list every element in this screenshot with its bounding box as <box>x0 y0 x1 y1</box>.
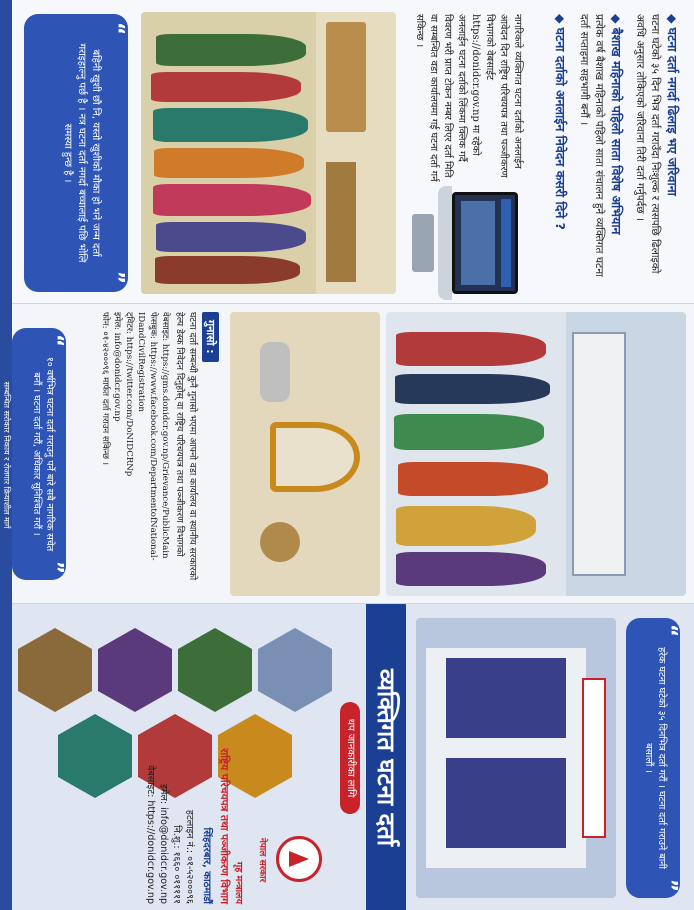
page-title: व्यक्तिगत घटना दर्ता <box>372 668 400 847</box>
quote-bubble-middle: “ १० वर्षभित्र घटना दर्ता गराउनु पर्ने बारे सबै नागरिक सचेत बनौं । घटना दर्ता गरौं, अधिकार सुनिश्चित गरौं । ” <box>12 328 66 580</box>
section-title-late-fee: ◆घटना दर्ता नगर्दा ढिलाइ भए जरिवाना <box>665 14 680 196</box>
laptop-illustration <box>408 192 518 294</box>
panel-left <box>0 0 694 303</box>
address-label: सिंहदरबार, काठमाडौं <box>201 827 212 904</box>
quote-bubble-left: “ बहिनी खुशी छौ नि, यस्तो खुशीको मौका हो भने जन्म दर्ता गराइहाल्नु पर्छ है । नत्र घटना दर्ता नगर्दा बच्चालाई पछि भोलि समस्या हुन्छ है । ” <box>24 14 128 292</box>
issuer-block <box>257 814 270 906</box>
quote-open-icon: “ <box>105 22 129 36</box>
issuer-details <box>145 614 246 904</box>
contact-line-facebook[interactable]: फेसबुक: https://www.facebook.com/DepartmentofNational-IDandCivilRegistration <box>136 312 158 561</box>
dept-label: राष्ट्रिय परिचयपत्र तथा पञ्जीकरण विभाग <box>218 748 230 904</box>
contact-line-website[interactable]: वेबसाइट: https://gms.donidcr.gov.np/Grievance/PublicMain <box>160 312 170 559</box>
ministry-label: गृह मन्त्रालय <box>233 861 244 904</box>
section-title-campaign: ◆बैशाख महिनाको पहिलो साता विशेष अभियान <box>609 14 624 235</box>
memorial-illustration <box>230 312 380 596</box>
quote-close-icon: ” <box>105 270 129 284</box>
email-label[interactable]: इमेल: info@donidcr.gov.np <box>158 784 169 904</box>
subtitle-text: थप जानकारीका लागि <box>345 718 356 798</box>
section-body-campaign: प्रत्येक वर्ष बैशाख महिनाको पहिलो साता संचालन हुने व्यक्तिगत घटना दर्ता सप्ताहमा सहभागी बनौं । <box>578 14 605 277</box>
office-queue-illustration <box>141 12 396 294</box>
website-label[interactable]: वेबसाइट: https://donidcr.gov.np <box>145 765 156 904</box>
contact-line-phone: फोन: ०१-४२०००९६ मार्फत दर्ता गराउन सकिन्छ । <box>100 312 110 466</box>
hotline-label: हटलाइन नं.: ०१-५२०००९६ <box>184 809 195 904</box>
panel-right <box>0 603 694 910</box>
contact-line-twitter[interactable]: ट्विटर: https://twitter.com/DoNIDCRNp <box>124 312 134 477</box>
govt-label: नेपाल सरकार <box>257 837 267 883</box>
contact-line-email[interactable]: इमेल: info@donidcr.gov.np <box>112 312 122 422</box>
quote-close-icon: ” <box>658 878 682 892</box>
title-banner <box>366 604 406 910</box>
office-building-illustration <box>416 618 616 898</box>
quote-open-icon: “ <box>44 334 68 348</box>
quote-close-icon: ” <box>44 560 68 574</box>
section-body-late-fee: घटना घटेको ३५ दिन भित्र दर्ता गराउँदा निःशुल्क र त्यसपछि ढिलाइको अवधि अनुसार तोकिएको जरिवाना तिरी दर्ता गर्नुपर्दछ । <box>634 14 661 274</box>
bottom-strip: सम्बन्धित सरोकार निकाय र रोजगार क्रियाशील मार्ग <box>0 0 12 910</box>
quote-open-icon: “ <box>658 624 682 638</box>
contact-box <box>72 312 222 596</box>
section-body-online: नागरिकले व्यक्तिगत घटना दर्ताको अनलाईन आवेदन दिन राष्ट्रिय परिचयपत्र तथा पञ्जीकरण विभागको वेबसाईट https://donidcr.gov.np मा रहेको अनलाईन घटना दर्ताको लिंकमा क्लिक गर्दै विवरण भरी प्राप्त टोकन नम्बर लिएर दर्ता मिति वा सम्बन्धित वडा कार्यालयमा गई घटना दर्ता गर्न सकिन्छ । <box>414 14 523 182</box>
family-office-illustration <box>386 312 686 596</box>
panel-middle <box>0 303 694 603</box>
quote-bubble-right: “ हरेक घटना घटेको ३५ दिनभित्र दर्ता गरौं । घटना दर्ता गराउने बानी बसालौं । ” <box>626 618 680 898</box>
contact-text: घटना दर्ता सम्बन्धी कुनै गुनासो भएमा आफ्नो वडा कार्यालय वा स्थानीय सरकारको हेल्प डेस्क निवेदन दिनुहोस् वा राष्ट्रिय परिचयपत्र तथा पञ्जीकरण विभागको <box>174 312 198 581</box>
subtitle-pill <box>340 702 360 814</box>
tollfree-label: नि.शु.: १६६० ०१११११ <box>171 825 182 904</box>
nepal-emblem-icon <box>276 836 322 882</box>
section-title-online: ◆घटना दर्ताको अनलाईन निवेदन कसरी दिने ? <box>553 14 568 230</box>
contact-heading: गुनासो : <box>202 312 219 362</box>
